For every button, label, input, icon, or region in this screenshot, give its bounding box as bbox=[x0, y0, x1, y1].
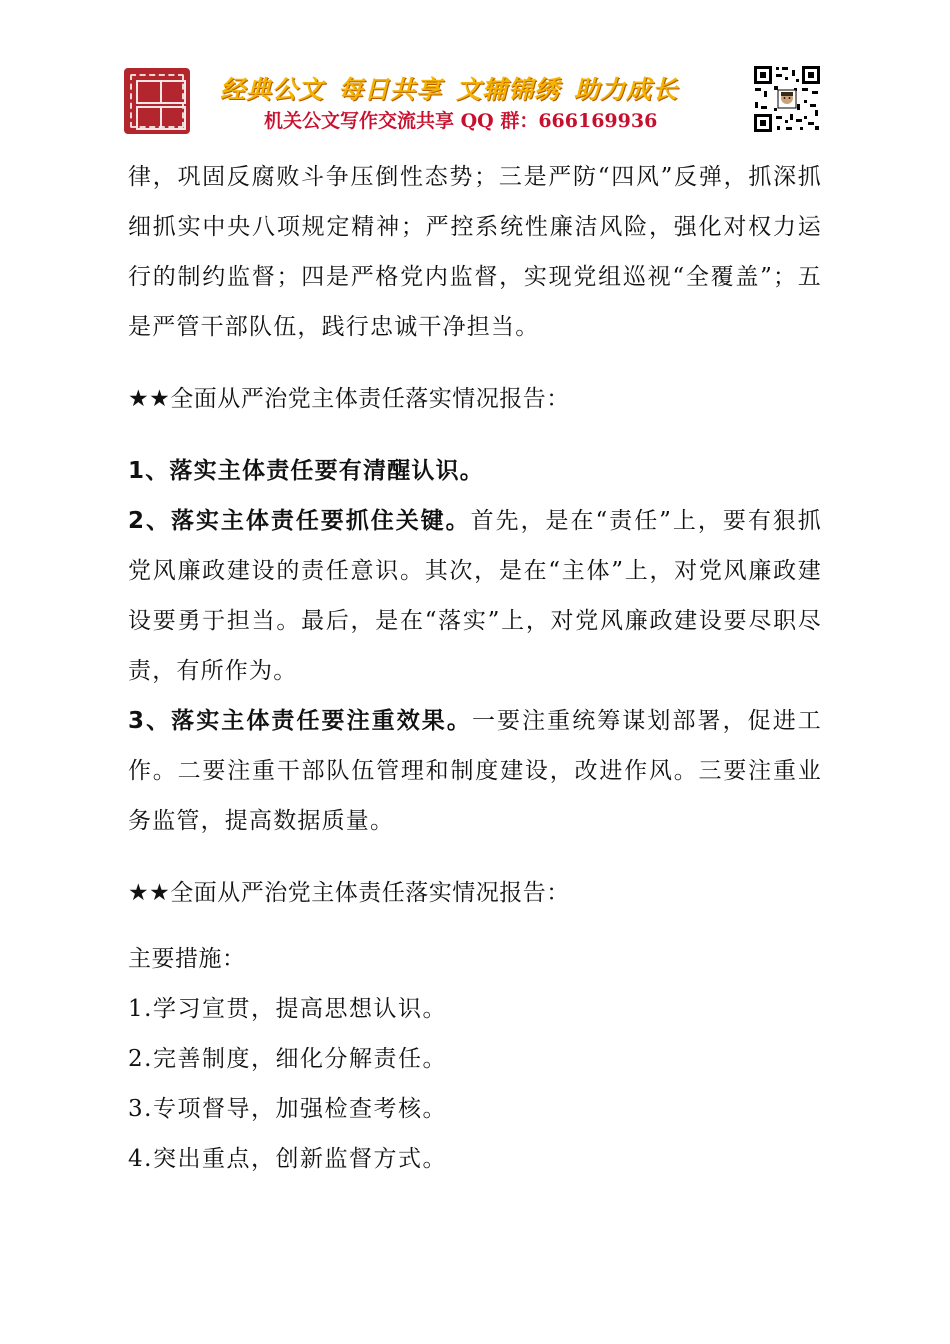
slogan-part-4: 助力成长 bbox=[574, 75, 679, 104]
document-body bbox=[128, 152, 822, 1184]
slogan-part-1: 经典公文 bbox=[220, 75, 325, 104]
intro-paragraph: 律，巩固反腐败斗争压倒性态势；三是严防“四风”反弹，抓深抓细抓实中央八项规定精神；严控系统性廉洁风险，强化对权力运行的制约监督；四是严格党内监督，实现党组巡视“全覆盖”；五是严管干部队伍，践行忠诚干净担当。 bbox=[128, 164, 822, 340]
qq-group-line: 机关公文写作交流共享 QQ 群：666169936 bbox=[264, 110, 658, 132]
section1-item-3-body: 一要注重统筹谋划部署，促进工作。二要注重干部队伍管理和制度建设，改进作风。三要注重业务监管，提高数据质量。 bbox=[128, 708, 822, 834]
seal-logo bbox=[124, 68, 190, 134]
qr-code-icon bbox=[752, 64, 822, 134]
section1-item-3 bbox=[128, 696, 822, 846]
page-header-banner bbox=[124, 64, 822, 144]
section-title-2: ★★全面从严治党主体责任落实情况报告： bbox=[128, 880, 570, 906]
slogan-part-3: 文辅锦绣 bbox=[456, 75, 561, 104]
measures-subheading: 主要措施： bbox=[128, 946, 246, 972]
section-title-1: ★★全面从严治党主体责任落实情况报告： bbox=[128, 386, 570, 412]
slogan-part-2: 每日共享 bbox=[338, 75, 443, 104]
measure-item-4: 4.突出重点，创新监督方式。 bbox=[128, 1146, 447, 1172]
header-slogan bbox=[220, 70, 692, 106]
section1-item-1 bbox=[128, 446, 822, 496]
section1-item-2 bbox=[128, 496, 822, 696]
section1-item-2-body: 首先，是在“责任”上，要有狠抓党风廉政建设的责任意识。其次，是在“主体”上，对党风廉政建设要勇于担当。最后，是在“落实”上，对党风廉政建设要尽职尽责，有所作为。 bbox=[128, 508, 822, 684]
measure-item-1: 1.学习宣贯，提高思想认识。 bbox=[128, 996, 447, 1022]
measure-item-2: 2.完善制度，细化分解责任。 bbox=[128, 1046, 447, 1072]
section1-item-3-lead: 3、落实主体责任要注重效果。 bbox=[128, 708, 472, 734]
section1-item-2-lead: 2、落实主体责任要抓住关键。 bbox=[128, 508, 471, 534]
section1-item-1-lead: 1、落实主体责任要有清醒认识。 bbox=[128, 458, 485, 484]
measure-item-3: 3.专项督导，加强检查考核。 bbox=[128, 1096, 447, 1122]
